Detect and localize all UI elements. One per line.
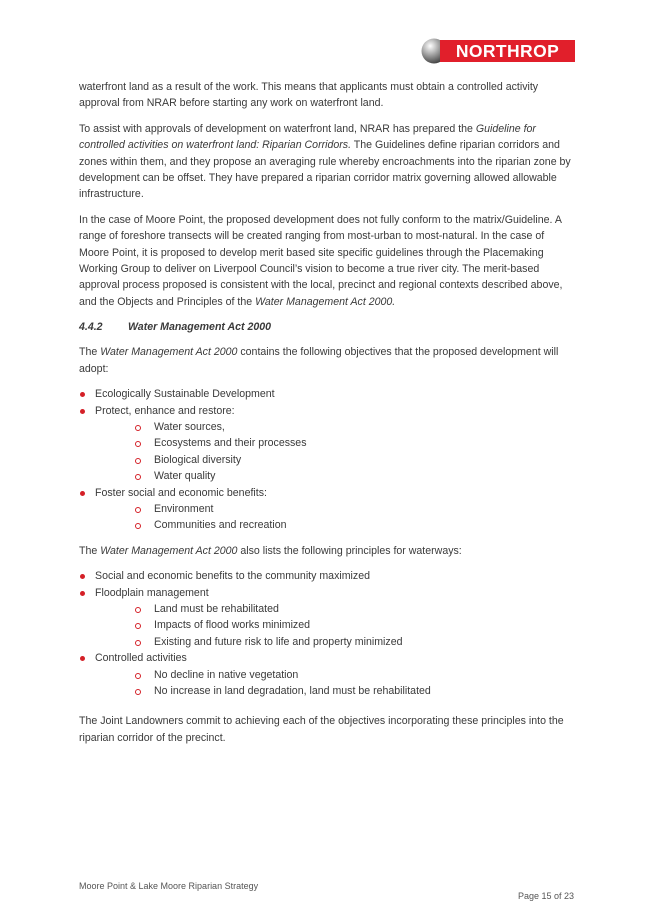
northrop-logo	[421, 38, 575, 64]
sub-list-item: Existing and future risk to life and property minimized	[95, 634, 575, 650]
sub-list-item: Communities and recreation	[95, 517, 575, 533]
sub-list-item: Water sources,	[95, 419, 575, 435]
paragraph-objectives-intro: The Water Management Act 2000 contains the following objectives that the proposed development will adopt:	[79, 346, 559, 375]
principles-list	[79, 568, 575, 699]
sub-list-item: No decline in native vegetation	[95, 667, 575, 683]
section-title: Water Management Act 2000	[128, 321, 272, 334]
sub-list-item: No increase in land degradation, land must be rehabilitated	[95, 683, 575, 699]
footer-page-number: Page 15 of 23	[517, 891, 574, 901]
paragraph-principles-intro: The Water Management Act 2000 also lists the following principles for waterways:	[79, 544, 462, 557]
section-number: 4.4.2	[79, 321, 103, 334]
list-item: Foster social and economic benefits: Environment Communities and recreation	[79, 485, 575, 534]
objectives-list	[79, 386, 575, 534]
sub-list-item: Ecosystems and their processes	[95, 435, 575, 451]
list-item: Social and economic benefits to the community maximized	[79, 568, 575, 584]
paragraph-1: waterfront land as a result of the work. This means that applicants must obtain a controlled activity approval from NRAR before starting any work on waterfront land.	[79, 81, 539, 110]
sub-list-item: Environment	[95, 501, 575, 517]
paragraph-2: To assist with approvals of development on waterfront land, NRAR has prepared the Guideline for controlled activities on waterfront land: Riparian Corridors. The Guidelines define riparian corridors and zones within them, and they propose an averaging rule whereby encroachments into the riparian zone by development can be offset. They have prepared a riparian corridor matrix governing allowed allowable infrastructure.	[79, 122, 571, 201]
paragraph-3: In the case of Moore Point, the proposed development does not fully conform to the matrix/Guideline. A range of foreshore transects will be created ranging from most-urban to most-natural. In the case of Moore Point, it is proposed to develop merit based site specific guidelines through the Placemaking Working Group to deliver on Liverpool Council’s vision to become a true river city. The merit-based approval process proposed is consistent with the local, precinct and regional contexts described above, and the Objects and Principles of the Water Management Act 2000.	[79, 213, 563, 308]
list-item: Protect, enhance and restore: Water sources, Ecosystems and their processes Biological diversity Water quality	[79, 403, 575, 485]
logo-wordmark: NORTHROP	[440, 40, 575, 62]
sub-list	[95, 501, 575, 534]
section-heading	[79, 319, 575, 335]
sub-list-item: Biological diversity	[95, 452, 575, 468]
sub-list-item: Land must be rehabilitated	[95, 601, 575, 617]
sub-list-item: Impacts of flood works minimized	[95, 617, 575, 633]
sub-list	[95, 419, 575, 485]
guideline-title: Guideline for controlled activities on waterfront land: Riparian Corridors.	[79, 122, 536, 152]
sub-list	[95, 601, 575, 650]
sub-list	[95, 667, 575, 700]
paragraph-conclusion: The Joint Landowners commit to achieving each of the objectives incorporating these principles into the riparian corridor of the precinct.	[79, 715, 564, 744]
sub-list-item: Water quality	[95, 468, 575, 484]
list-item: Ecologically Sustainable Development	[79, 386, 575, 402]
page-content	[79, 79, 575, 755]
list-item: Floodplain management Land must be rehabilitated Impacts of flood works minimized Existing and future risk to life and property minimized	[79, 585, 575, 651]
list-item: Controlled activities No decline in native vegetation No increase in land degradation, land must be rehabilitated	[79, 650, 575, 699]
footer-document-title: Moore Point & Lake Moore Riparian Strategy	[79, 881, 259, 891]
act-title: Water Management Act 2000.	[255, 295, 396, 308]
